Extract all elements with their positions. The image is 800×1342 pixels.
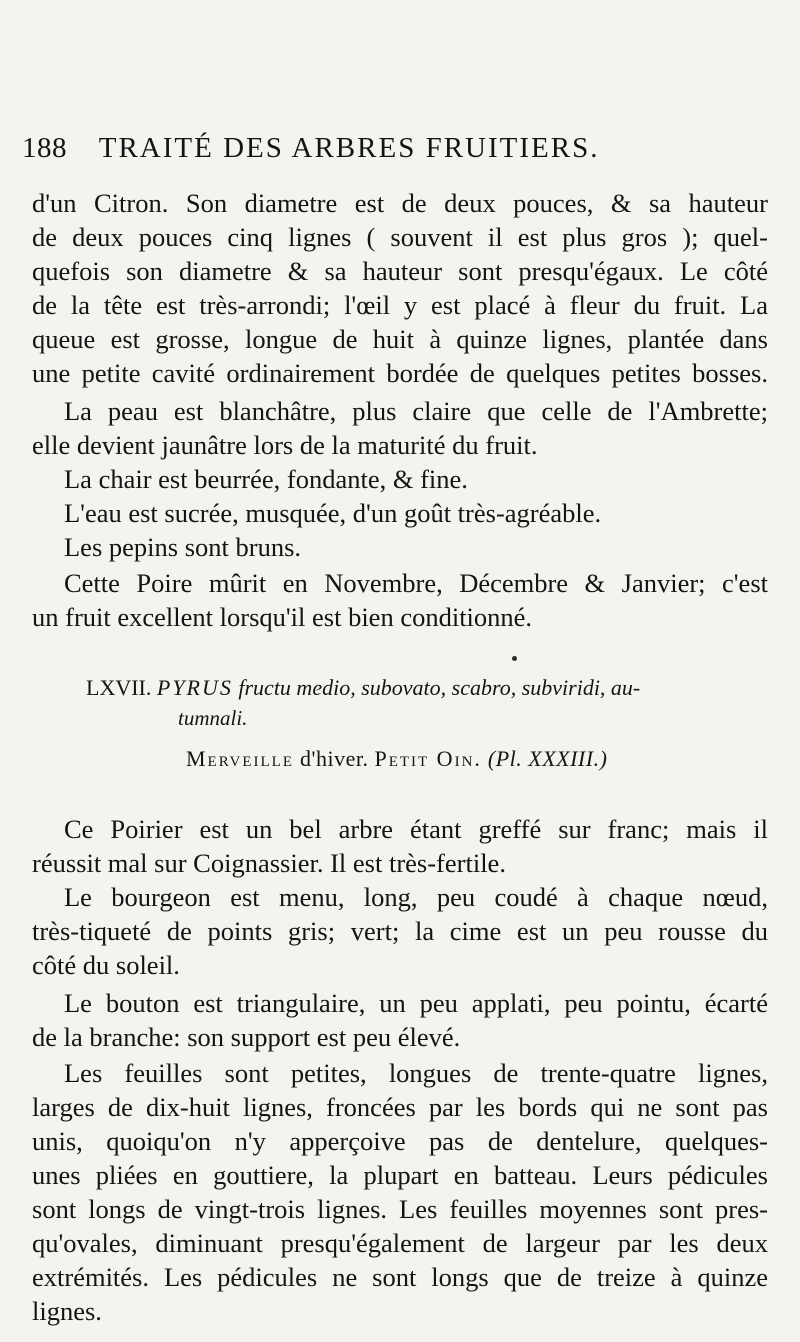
text-line: de deux pouces cinq lignes ( souvent il est plus gros ); quel- bbox=[32, 222, 768, 252]
text-line: L'eau est sucrée, musquée, d'un goût très-agréable. bbox=[64, 498, 602, 528]
page-number: 188 bbox=[22, 132, 67, 164]
ink-dot bbox=[512, 656, 517, 661]
entry-description-continued: tumnali. bbox=[178, 706, 248, 730]
text-line: queue est grosse, longue de huit à quinze lignes, plantée dans bbox=[32, 324, 768, 354]
text-line: Les feuilles sont petites, longues de trente-quatre lignes, bbox=[64, 1058, 768, 1088]
text-line: d'un Citron. Son diametre est de deux pouces, & sa hauteur bbox=[32, 188, 768, 218]
text-line: quefois son diametre & sa hauteur sont presqu'égaux. Le côté bbox=[32, 256, 768, 286]
text-line: côté du soleil. bbox=[32, 950, 180, 980]
entry-name-2: Petit Oin. bbox=[374, 746, 482, 771]
text-line: Cette Poire mûrit en Novembre, Décembre & Janvier; c'est bbox=[64, 568, 768, 598]
entry-heading bbox=[86, 673, 774, 703]
text-line: Le bouton est triangulaire, un peu applati, peu pointu, écarté bbox=[64, 988, 768, 1018]
entry-description: fructu medio, subovato, scabro, subviridi, au- bbox=[238, 675, 641, 700]
text-line: Les pepins sont bruns. bbox=[64, 532, 302, 562]
text-line: larges de dix-huit lignes, froncées par les bords qui ne sont pas bbox=[32, 1092, 768, 1122]
text-line: sont longs de vingt-trois lignes. Les feuilles moyennes sont pres- bbox=[32, 1194, 768, 1224]
running-title: TRAITÉ DES ARBRES FRUITIERS. bbox=[98, 132, 600, 164]
text-line: une petite cavité ordinairement bordée de quelques petites bosses. bbox=[32, 358, 768, 388]
text-line: La chair est beurrée, fondante, & fine. bbox=[64, 464, 468, 494]
entry-plate: (Pl. XXXIII.) bbox=[481, 746, 608, 771]
text-line: Le bourgeon est menu, long, peu coudé à chaque nœud, bbox=[64, 882, 768, 912]
entry-genus: PYRUS bbox=[156, 675, 233, 700]
entry-name-mid: d'hiver. bbox=[294, 746, 375, 771]
text-line: Ce Poirier est un bel arbre étant greffé sur franc; mais il bbox=[64, 814, 768, 844]
text-line: unes pliées en gouttiere, la plupart en batteau. Leurs pédicules bbox=[32, 1160, 768, 1190]
text-line: La peau est blanchâtre, plus claire que celle de l'Ambrette; bbox=[64, 396, 768, 426]
page-header bbox=[22, 132, 682, 165]
text-line: de la branche: son support est peu élevé. bbox=[32, 1022, 461, 1052]
text-line: de la tête est très-arrondi; l'œil y est placé à fleur du fruit. La bbox=[32, 290, 768, 320]
text-line: un fruit excellent lorsqu'il est bien conditionné. bbox=[32, 602, 533, 632]
text-line: qu'ovales, diminuant presqu'également de largeur par les deux bbox=[32, 1228, 768, 1258]
entry-name-1: Merveille bbox=[186, 746, 295, 771]
entry-names bbox=[186, 746, 607, 772]
text-line: réussit mal sur Coignassier. Il est très-fertile. bbox=[32, 848, 506, 878]
entry-number: LXVII. bbox=[86, 675, 152, 700]
text-line: très-tiqueté de points gris; vert; la cime est un peu rousse du bbox=[32, 916, 768, 946]
text-line: elle devient jaunâtre lors de la maturité du fruit. bbox=[32, 430, 538, 460]
text-line: extrémités. Les pédicules ne sont longs que de treize à quinze bbox=[32, 1262, 768, 1292]
text-line: lignes. bbox=[32, 1296, 102, 1326]
text-line: unis, quoiqu'on n'y apperçoive pas de dentelure, quelques- bbox=[32, 1126, 768, 1156]
